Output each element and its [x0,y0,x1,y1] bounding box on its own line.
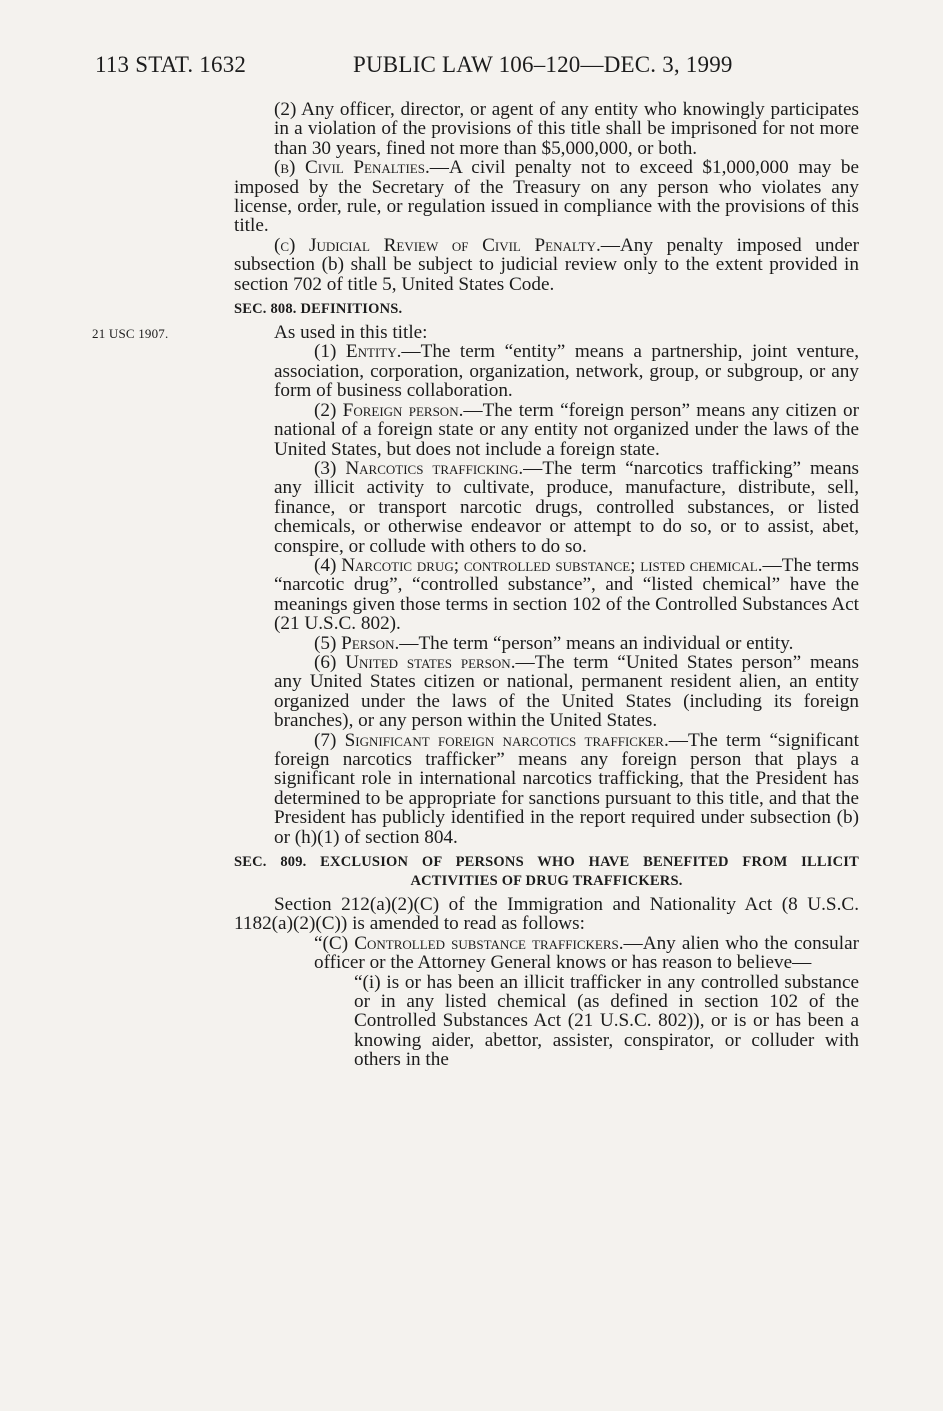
definition-number: (7) [314,729,345,751]
amendment-block [234,934,859,973]
amendment-heading: Controlled substance traffickers. [354,932,624,954]
clause-block [234,973,859,1070]
definition-heading: Significant foreign narcotics trafficker. [344,729,669,751]
definitions-block [234,323,859,847]
text-civil-penalties: —A civil penalty not to exceed $1,000,000 may be imposed by the Secretary of the Treasury on any person who violates any license, order, rule, or regulation issued in compliance with the provisions of this title. [234,157,860,237]
definition-text: —The term “foreign person” means any citizen or national of a foreign state or any entity not organized under the laws of the United States, but does not include a foreign state. [274,399,860,460]
definition-2 [274,401,859,459]
definition-text: —The term “United States person” means any United States citizen or national, permanent resident alien, an entity organized under the laws of the United States (including its foreign branches), or any person within the United States. [274,651,859,732]
section-809-text: Section 212(a)(2)(C) of the Immigration and Nationality Act (8 U.S.C. 1182(a)(2)(C)) is amended to read as follows: [234,894,859,935]
definition-5 [274,634,859,653]
paragraph-c [234,236,859,294]
definition-1 [274,342,859,400]
text-judicial-review: —Any penalty imposed under subsection (b) shall be subject to judicial review only to the extent provided in section 702 of title 5, United States Code. [234,234,859,295]
definition-heading: Narcotics trafficking. [345,457,524,479]
paragraph-b [234,158,859,236]
definition-heading: Person. [341,632,400,654]
definition-heading: Entity. [345,341,402,363]
definition-number: (4) [314,554,342,576]
section-809-heading: SEC. 809. EXCLUSION OF PERSONS WHO HAVE BENEFITED FROM ILLICIT ACTIVITIES OF DRUG TRAFFICKERS. [234,854,859,890]
definition-number: (5) [314,632,342,654]
definition-heading: Narcotic drug; controlled substance; listed chemical. [341,554,763,576]
public-law-citation: PUBLIC LAW 106–120—DEC. 3, 1999 [353,52,733,77]
definition-text: —The term “person” means an individual or entity. [399,632,794,654]
amendment-text: —Any alien who the consular officer or the Attorney General knows or has reason to believe— [314,932,859,974]
clause-i: “(i) is or has been an illicit trafficker in any controlled substance or in any listed chemical (as defined in section 102 of the Controlled Substances Act (21 U.S.C. 802)), or is or has been a knowing aider, abettor, assister, conspirator, or colluder with others in the [354,971,859,1071]
definition-4 [274,556,859,634]
as-used-text: As used in this title: [274,322,428,344]
definition-6 [274,653,859,731]
paragraph-a2: (2) Any officer, director, or agent of any entity who knowingly participates in a violation of the provisions of this title shall be imprisoned for not more than 30 years, fined not more than $5,000,000, or both. [274,99,859,159]
definition-text: —The terms “narcotic drug”, “controlled substance”, and “listed chemical” have the meanings given those terms in section 102 of the Controlled Substances Act (21 U.S.C. 802). [274,554,859,635]
stat-citation: 113 STAT. 1632 [95,52,247,77]
subsection-a2-block [234,100,859,158]
heading-judicial-review: (c) Judicial Review of Civil Penalty. [274,234,601,256]
document-body [234,100,859,1070]
definition-7 [274,731,859,847]
definition-3 [274,459,859,556]
heading-civil-penalties: (b) Civil Penalties. [274,157,430,179]
definition-text: —The term “narcotics trafficking” means any illicit activity to cultivate, produce, manufacture, distribute, sell, finance, or transport narcotic drugs, controlled substances, or listed chemicals, or otherwise endeavor or attempt to do so, or to assist, abet, conspire, or collude with others to do so. [274,457,859,557]
definition-heading: United states person. [345,651,516,673]
definition-heading: Foreign person. [342,399,464,421]
definition-number: (6) [314,651,346,673]
definition-number: (2) [314,399,343,421]
definition-number: (1) [314,341,346,363]
definition-text: —The term “significant foreign narcotics trafficker” means any foreign person that plays a significant role in international narcotics trafficking, that the President has determined to be appropriate for sanctions pursuant to this title, and that the President has publicly identified in the report required under subsection (b) or (h)(1) of section 804. [274,729,859,848]
amendment-open: “(C) [314,932,355,954]
margin-note-usc: 21 USC 1907. [92,326,169,341]
section-808-heading: SEC. 808. DEFINITIONS. [234,301,403,318]
definition-number: (3) [314,457,346,479]
amendment-c [274,934,859,973]
definition-text: —The term “entity” means a partnership, joint venture, association, corporation, organization, network, group, or subgroup, or any form of business collaboration. [274,341,860,402]
